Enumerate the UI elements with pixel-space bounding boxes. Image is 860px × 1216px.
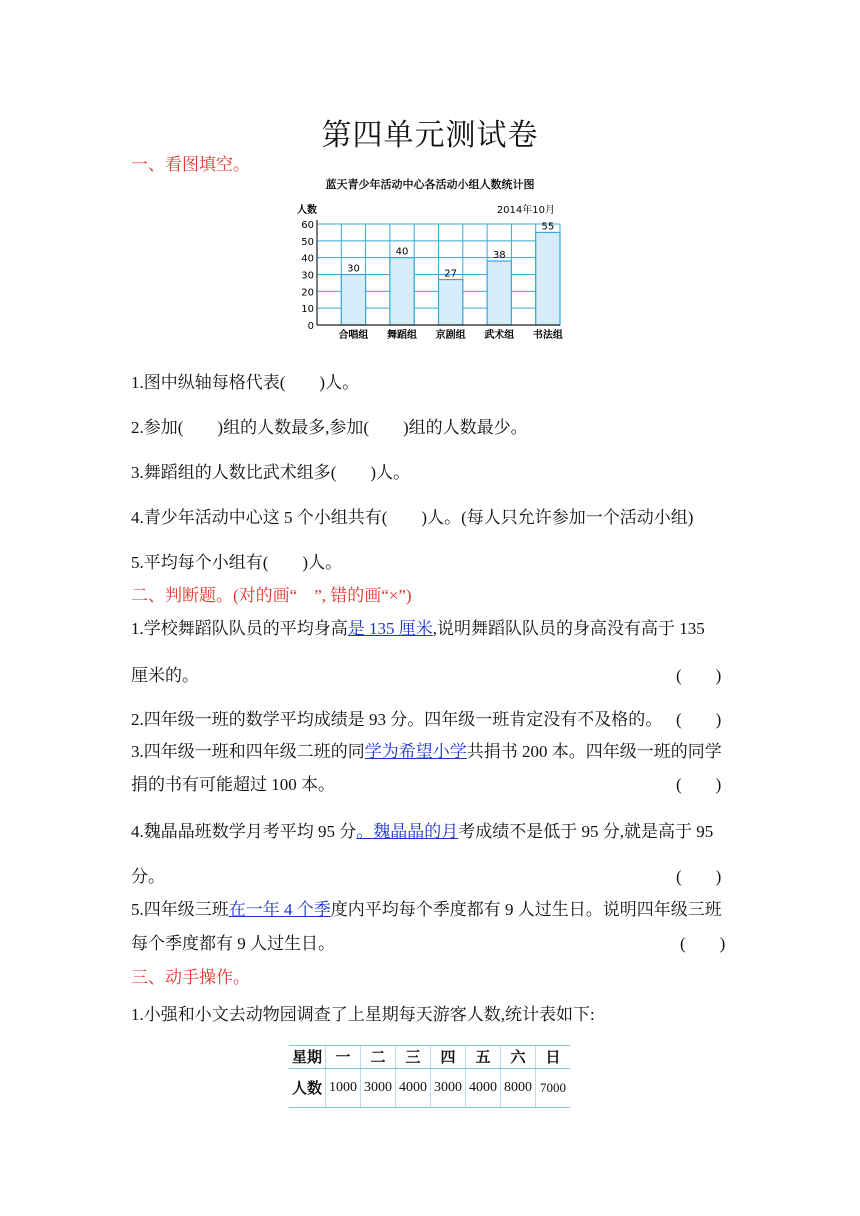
table-count-3: 4000 <box>396 1069 431 1108</box>
section-3-heading: 三、动手操作。 <box>131 968 250 987</box>
s2-q4-text-b: 考成绩不是低于 95 分,就是高于 95 <box>458 822 714 841</box>
chart-title: 蓝天青少年活动中心各活动小组人数统计图 <box>325 178 535 191</box>
s2-q5-text-a: 5.四年级三班 <box>131 900 229 919</box>
s2-q4-link[interactable]: 。魏晶晶的月 <box>356 822 459 841</box>
s3-question-1: 1.小强和小文去动物园调查了上星期每天游客人数,统计表如下: <box>131 1005 595 1024</box>
bar-4 <box>487 261 511 325</box>
s2-q3-text-a: 3.四年级一班和四年级二班的同 <box>131 742 365 761</box>
bar-5 <box>536 232 560 325</box>
table-day-2: 二 <box>361 1046 396 1069</box>
s2-question-5 <box>131 895 722 920</box>
category-label-1: 合唱组 <box>338 330 369 341</box>
y-tick-label: 30 <box>301 270 314 282</box>
s2-q5-answer: ( ) <box>680 934 726 953</box>
s2-question-3 <box>131 737 722 762</box>
s2-q3-link[interactable]: 学为希望小学 <box>364 742 467 761</box>
s2-q1-text-b: ,说明舞蹈队队员的身高没有高于 135 <box>432 619 705 638</box>
category-label-2: 舞蹈组 <box>387 330 418 341</box>
visitor-table-wrap <box>289 1045 570 1108</box>
s1-question-5: 5.平均每个小组有( )人。 <box>131 553 343 572</box>
s2-q3-answer: ( ) <box>676 775 722 794</box>
table-count-1: 1000 <box>326 1069 361 1108</box>
bar-chart <box>285 176 575 346</box>
table-day-6: 六 <box>501 1046 536 1069</box>
table-count-2: 3000 <box>361 1069 396 1108</box>
s2-question-2: 2.四年级一班的数学平均成绩是 93 分。四年级一班肯定没有不及格的。 <box>131 710 663 729</box>
category-label-3: 京剧组 <box>435 330 466 341</box>
chart-svg <box>285 176 575 346</box>
s2-q3-text-b: 共捐书 200 本。四年级一班的同学 <box>466 742 722 761</box>
s1-question-2: 2.参加( )组的人数最多,参加( )组的人数最少。 <box>131 418 528 437</box>
s2-q4-answer: ( ) <box>676 867 722 886</box>
visitor-table <box>289 1045 570 1108</box>
s2-q5-text-b: 度内平均每个季度都有 9 人过生日。说明四年级三班 <box>330 900 722 919</box>
table-label-day: 星期 <box>289 1046 326 1069</box>
s2-q4-continued: 分。 <box>131 867 165 886</box>
page-title: 第四单元测试卷 <box>321 119 539 152</box>
table-count-7: 7000 <box>536 1069 571 1108</box>
bar-2 <box>390 258 414 325</box>
table-count-6: 8000 <box>501 1069 536 1108</box>
bar-value-label-3: 27 <box>444 268 458 280</box>
s2-q5-continued: 每个季度都有 9 人过生日。 <box>131 934 335 953</box>
table-day-4: 四 <box>431 1046 466 1069</box>
y-tick-label: 60 <box>301 220 314 231</box>
s1-question-1: 1.图中纵轴每格代表( )人。 <box>131 373 360 392</box>
y-tick-label: 20 <box>301 287 314 299</box>
table-day-5: 五 <box>466 1046 501 1069</box>
y-tick-label: 50 <box>301 236 314 248</box>
table-day-3: 三 <box>396 1046 431 1069</box>
bar-value-label-1: 30 <box>347 263 360 275</box>
category-label-5: 书法组 <box>532 330 563 341</box>
bar-3 <box>439 280 463 325</box>
s2-q5-link[interactable]: 在一年 4 个季 <box>228 900 331 919</box>
s2-q4-text-a: 4.魏晶晶班数学月考平均 95 分 <box>131 822 357 841</box>
s2-q1-answer: ( ) <box>676 666 722 685</box>
table-day-1: 一 <box>326 1046 361 1069</box>
table-row-days <box>289 1046 570 1069</box>
chart-date: 2014年10月 <box>496 205 555 216</box>
table-day-7: 日 <box>536 1046 571 1069</box>
s1-question-3: 3.舞蹈组的人数比武术组多( )人。 <box>131 463 411 482</box>
s2-q1-text-a: 1.学校舞蹈队队员的平均身高 <box>131 619 348 638</box>
s2-question-1 <box>131 614 705 639</box>
bar-value-label-5: 55 <box>541 221 555 233</box>
s2-q3-continued: 捐的书有可能超过 100 本。 <box>131 775 335 794</box>
table-label-count: 人数 <box>289 1069 326 1108</box>
s2-q2-answer: ( ) <box>676 710 722 729</box>
table-row-counts <box>289 1069 570 1108</box>
s2-q1-link[interactable]: 是 135 厘米 <box>347 619 433 638</box>
category-label-4: 武术组 <box>484 330 515 341</box>
s2-question-4 <box>131 817 713 842</box>
bar-value-label-2: 40 <box>395 246 409 258</box>
table-count-5: 4000 <box>466 1069 501 1108</box>
section-2-heading: 二、判断题。(对的画“ ”, 错的画“×”) <box>131 586 412 605</box>
table-count-4: 3000 <box>431 1069 466 1108</box>
y-tick-label: 0 <box>307 321 314 332</box>
y-tick-label: 10 <box>301 304 314 316</box>
section-1-heading: 一、看图填空。 <box>131 155 250 174</box>
bar-1 <box>341 275 365 326</box>
y-axis-label: 人数 <box>297 205 317 216</box>
s1-question-4: 4.青少年活动中心这 5 个小组共有( )人。(每人只允许参加一个活动小组) <box>131 508 694 527</box>
bar-value-label-4: 38 <box>492 250 506 262</box>
y-tick-label: 40 <box>301 253 314 265</box>
s2-q1-continued: 厘米的。 <box>131 666 199 685</box>
